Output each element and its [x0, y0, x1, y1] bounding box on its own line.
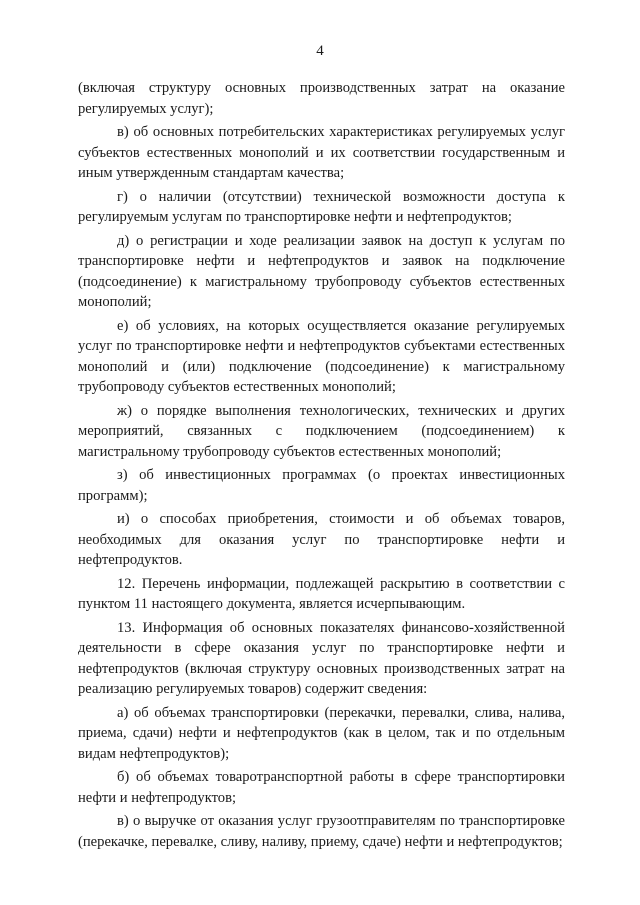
paragraph-item-i: и) о способах приобретения, стоимости и об объемах товаров, необходимых для оказания услуг по транспортировке нефти и нефтепродуктов.	[78, 511, 565, 568]
paragraph-continuation: (включая структуру основных производственных затрат на оказание регулируемых услуг);	[78, 80, 565, 117]
page-number: 4	[316, 43, 324, 59]
paragraph-item-z: з) об инвестиционных программах (о проектах инвестиционных программ);	[78, 467, 565, 504]
paragraph-item-b: б) об объемах товаротранспортной работы в сфере транспортировки нефти и нефтепродуктов;	[78, 769, 565, 806]
paragraph-item-zh: ж) о порядке выполнения технологических, технических и других мероприятий, связанных с подключением (подсоединением) к магистральному трубопроводу субъектов естественных монополий;	[78, 402, 565, 460]
paragraph-item-v2: в) о выручке от оказания услуг грузоотправителям по транспортировке (перекачке, перевалке, сливу, наливу, приему, сдаче) нефти и нефтепродуктов;	[78, 813, 565, 850]
document-body	[78, 78, 565, 855]
paragraph-item-e: е) об условиях, на которых осуществляется оказание регулируемых услуг по транспортировке нефти и нефтепродуктов субъектами естественных монополий и (или) подключение (подсоединение) к магистральному трубопроводу субъектов естественных монополий;	[78, 317, 565, 395]
paragraph-item-d: д) о регистрации и ходе реализации заявок на доступ к услугам по транспортировке нефти и нефтепродуктов и заявок на подключение (подсоединение) к магистральному трубопроводу субъектов естественных монополий;	[78, 232, 565, 310]
paragraph-clause-13: 13. Информация об основных показателях финансово-хозяйственной деятельности в сфере оказания услуг по транспортировке нефти и нефтепродуктов (включая структуру основных производственных затрат на реализацию регулируемых товаров) содержит сведения:	[78, 619, 565, 697]
paragraph-item-a: а) об объемах транспортировки (перекачки, перевалки, слива, налива, приема, сдачи) нефти и нефтепродуктов (как в целом, так и по отдельным видам нефтепродуктов);	[78, 704, 565, 762]
paragraph-clause-12: 12. Перечень информации, подлежащей раскрытию в соответствии с пунктом 11 настоящего документа, является исчерпывающим.	[78, 575, 565, 612]
paragraph-item-v: в) об основных потребительских характеристиках регулируемых услуг субъектов естественных монополий и их соответствии государственным и иным утвержденным стандартам качества;	[78, 124, 565, 181]
paragraph-item-g: г) о наличии (отсутствии) технической возможности доступа к регулируемым услугам по транспортировке нефти и нефтепродуктов;	[78, 188, 565, 225]
